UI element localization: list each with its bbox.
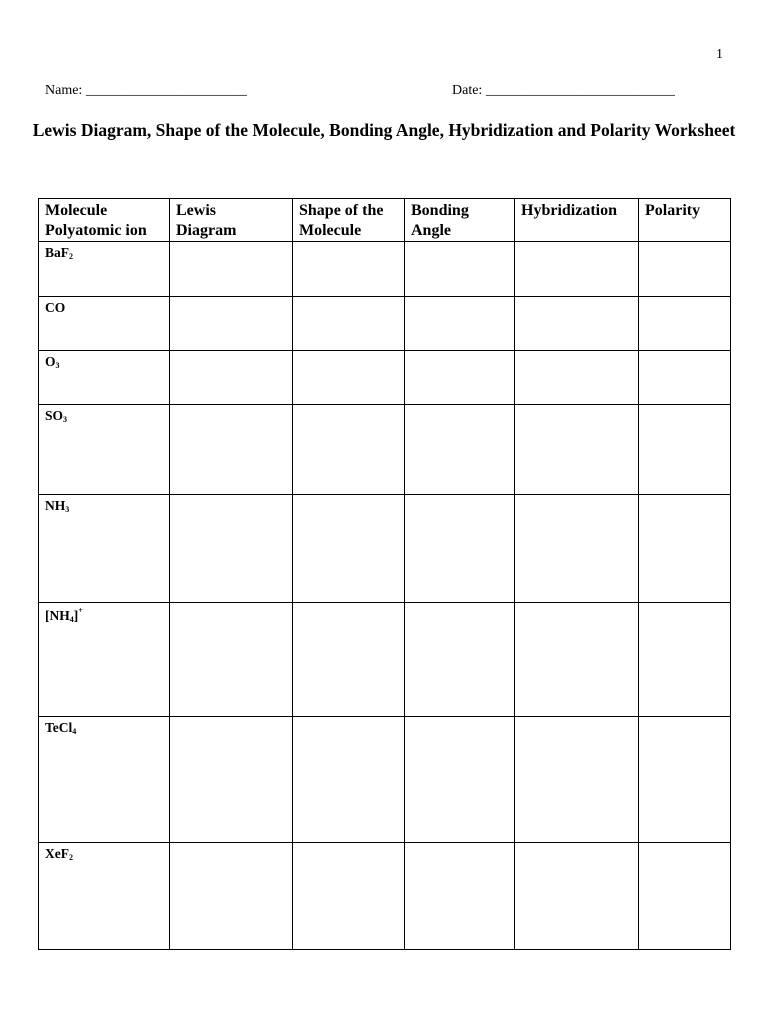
header-molecule: Molecule Polyatomic ion (39, 199, 170, 242)
molecule-formula: O (45, 354, 56, 369)
answer-cell-bonding-angle[interactable] (405, 405, 515, 495)
molecule-prefix: [ (45, 608, 50, 623)
answer-cell-shape[interactable] (293, 495, 405, 603)
answer-cell-shape[interactable] (293, 297, 405, 351)
molecule-formula: TeCl (45, 720, 73, 735)
molecule-subscript: 3 (55, 361, 60, 370)
table-row (39, 495, 731, 603)
molecule-subscript: 3 (65, 505, 70, 514)
answer-cell-bonding-angle[interactable] (405, 843, 515, 950)
answer-cell-bonding-angle[interactable] (405, 297, 515, 351)
header-polarity: Polarity (639, 199, 731, 242)
answer-cell-lewis-diagram[interactable] (170, 351, 293, 405)
molecule-charge: + (78, 606, 83, 615)
molecule-subscript: 3 (63, 415, 68, 424)
table-row (39, 717, 731, 843)
answer-cell-hybridization[interactable] (515, 495, 639, 603)
answer-cell-shape[interactable] (293, 717, 405, 843)
molecule-cell (39, 717, 170, 843)
molecule-formula: CO (45, 300, 66, 315)
header-shape: Shape of the Molecule (293, 199, 405, 242)
answer-cell-hybridization[interactable] (515, 843, 639, 950)
answer-cell-polarity[interactable] (639, 843, 731, 950)
table-row (39, 405, 731, 495)
answer-cell-shape[interactable] (293, 351, 405, 405)
molecule-cell (39, 843, 170, 950)
answer-cell-bonding-angle[interactable] (405, 242, 515, 297)
molecule-formula: BaF (45, 245, 70, 260)
table-row (39, 297, 731, 351)
worksheet-title: Lewis Diagram, Shape of the Molecule, Bonding Angle, Hybridization and Polarity Worksheet (32, 120, 736, 140)
answer-cell-shape[interactable] (293, 242, 405, 297)
answer-cell-polarity[interactable] (639, 717, 731, 843)
molecule-cell (39, 297, 170, 351)
molecule-cell (39, 603, 170, 717)
answer-cell-hybridization[interactable] (515, 297, 639, 351)
answer-cell-hybridization[interactable] (515, 405, 639, 495)
molecule-subscript: 4 (72, 727, 77, 736)
molecule-subscript: 4 (69, 615, 74, 624)
table-row (39, 242, 731, 297)
answer-cell-bonding-angle[interactable] (405, 717, 515, 843)
answer-cell-lewis-diagram[interactable] (170, 495, 293, 603)
table-row (39, 603, 731, 717)
molecule-subscript: 2 (69, 252, 74, 261)
answer-cell-shape[interactable] (293, 603, 405, 717)
answer-cell-hybridization[interactable] (515, 717, 639, 843)
answer-cell-shape[interactable] (293, 405, 405, 495)
answer-cell-lewis-diagram[interactable] (170, 717, 293, 843)
header-lewis-diagram: Lewis Diagram (170, 199, 293, 242)
molecule-formula: XeF (45, 846, 69, 861)
answer-cell-bonding-angle[interactable] (405, 603, 515, 717)
answer-cell-lewis-diagram[interactable] (170, 405, 293, 495)
worksheet-table (38, 198, 731, 950)
answer-cell-polarity[interactable] (639, 351, 731, 405)
date-field[interactable]: Date: ___________________________ (452, 83, 675, 98)
answer-cell-lewis-diagram[interactable] (170, 843, 293, 950)
answer-cell-lewis-diagram[interactable] (170, 297, 293, 351)
molecule-cell (39, 405, 170, 495)
answer-cell-polarity[interactable] (639, 405, 731, 495)
table-header-row (39, 199, 731, 242)
molecule-suffix: ] (73, 608, 79, 623)
table-row (39, 843, 731, 950)
table-row (39, 351, 731, 405)
answer-cell-polarity[interactable] (639, 603, 731, 717)
answer-cell-polarity[interactable] (639, 297, 731, 351)
answer-cell-lewis-diagram[interactable] (170, 603, 293, 717)
answer-cell-polarity[interactable] (639, 242, 731, 297)
header-bonding-angle: Bonding Angle (405, 199, 515, 242)
molecule-formula: SO (45, 408, 64, 423)
molecule-formula: NH (45, 498, 66, 513)
answer-cell-shape[interactable] (293, 843, 405, 950)
molecule-formula: NH (49, 608, 70, 623)
header-hybridization: Hybridization (515, 199, 639, 242)
molecule-subscript: 2 (69, 853, 73, 862)
answer-cell-lewis-diagram[interactable] (170, 242, 293, 297)
molecule-cell (39, 351, 170, 405)
answer-cell-hybridization[interactable] (515, 242, 639, 297)
answer-cell-hybridization[interactable] (515, 351, 639, 405)
page-number: 1 (716, 47, 723, 62)
answer-cell-bonding-angle[interactable] (405, 351, 515, 405)
answer-cell-bonding-angle[interactable] (405, 495, 515, 603)
answer-cell-polarity[interactable] (639, 495, 731, 603)
molecule-cell (39, 242, 170, 297)
answer-cell-hybridization[interactable] (515, 603, 639, 717)
name-field[interactable]: Name: _______________________ (45, 83, 247, 98)
molecule-cell (39, 495, 170, 603)
